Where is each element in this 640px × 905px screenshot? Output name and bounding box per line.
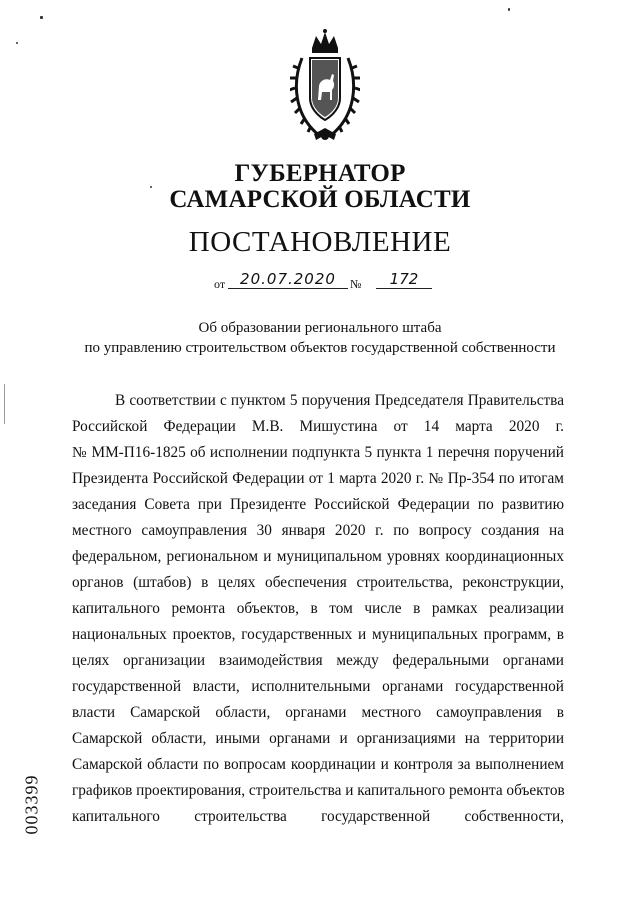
registration-number: 003399 xyxy=(21,774,42,835)
body-line: Самарской области, иными органами и организациями на территории xyxy=(72,730,564,747)
body-line: графиков проектирования, строительства и капитального ремонта объектов xyxy=(72,782,565,799)
body-line: национальных проектов, государственных и муниципальных программ, в xyxy=(72,626,564,643)
document-issuer-title: ГУБЕРНАТОР xyxy=(234,160,406,187)
body-line: капитального ремонта объектов, в том числе в рамках реализации xyxy=(72,600,564,617)
scan-speck xyxy=(150,186,152,188)
body-line: государственной власти, исполнительными органами государственной xyxy=(72,678,564,695)
body-line: заседания Совета при Президенте Российской Федерации по развитию xyxy=(72,496,564,513)
body-line: Российской Федерации М.В. Мишустина от 14 марта 2020 г. xyxy=(72,418,564,435)
subject-line-1: Об образовании регионального штаба xyxy=(198,320,442,336)
document-date: 20.07.2020 xyxy=(228,270,348,289)
body-line: органов (штабов) в целях обеспечения строительства, реконструкции, xyxy=(72,574,564,591)
body-line: № ММ-П16-1825 об исполнении подпункта 5 пункта 1 перечня поручений xyxy=(72,444,564,461)
body-line: В соответствии с пунктом 5 поручения Председателя Правительства xyxy=(115,392,564,409)
date-from-label: от xyxy=(214,277,226,291)
body-line: федеральном, региональном и муниципальном уровнях координационных xyxy=(72,548,564,565)
scan-speck xyxy=(40,16,43,19)
body-line: местного самоуправления 30 января 2020 г. по вопросу создания на xyxy=(72,522,564,539)
dateline xyxy=(214,270,434,292)
body-line: капитального строительства государственной собственности, xyxy=(72,808,564,825)
registration-stamp xyxy=(22,772,42,836)
scan-speck xyxy=(508,8,510,11)
body-line: Самарской области по вопросам координации и контроля за выполнением xyxy=(72,756,564,773)
body-line: власти Самарской области, органами местного самоуправления в xyxy=(72,704,564,721)
document-number: 172 xyxy=(376,270,432,289)
scan-edge xyxy=(4,384,5,424)
body-line: целях организации взаимодействия между федеральными органами xyxy=(72,652,564,669)
number-label: № xyxy=(350,277,362,291)
body-line: Президента Российской Федерации от 1 марта 2020 г. № Пр-354 по итогам xyxy=(72,470,564,487)
samara-coat-of-arms-icon xyxy=(290,28,360,146)
document-issuer-subtitle: САМАРСКОЙ ОБЛАСТИ xyxy=(169,186,471,213)
scan-speck xyxy=(16,42,18,44)
document-type-heading: ПОСТАНОВЛЕНИЕ xyxy=(188,226,452,258)
subject-line-2: по управлению строительством объектов государственной собственности xyxy=(84,340,556,356)
